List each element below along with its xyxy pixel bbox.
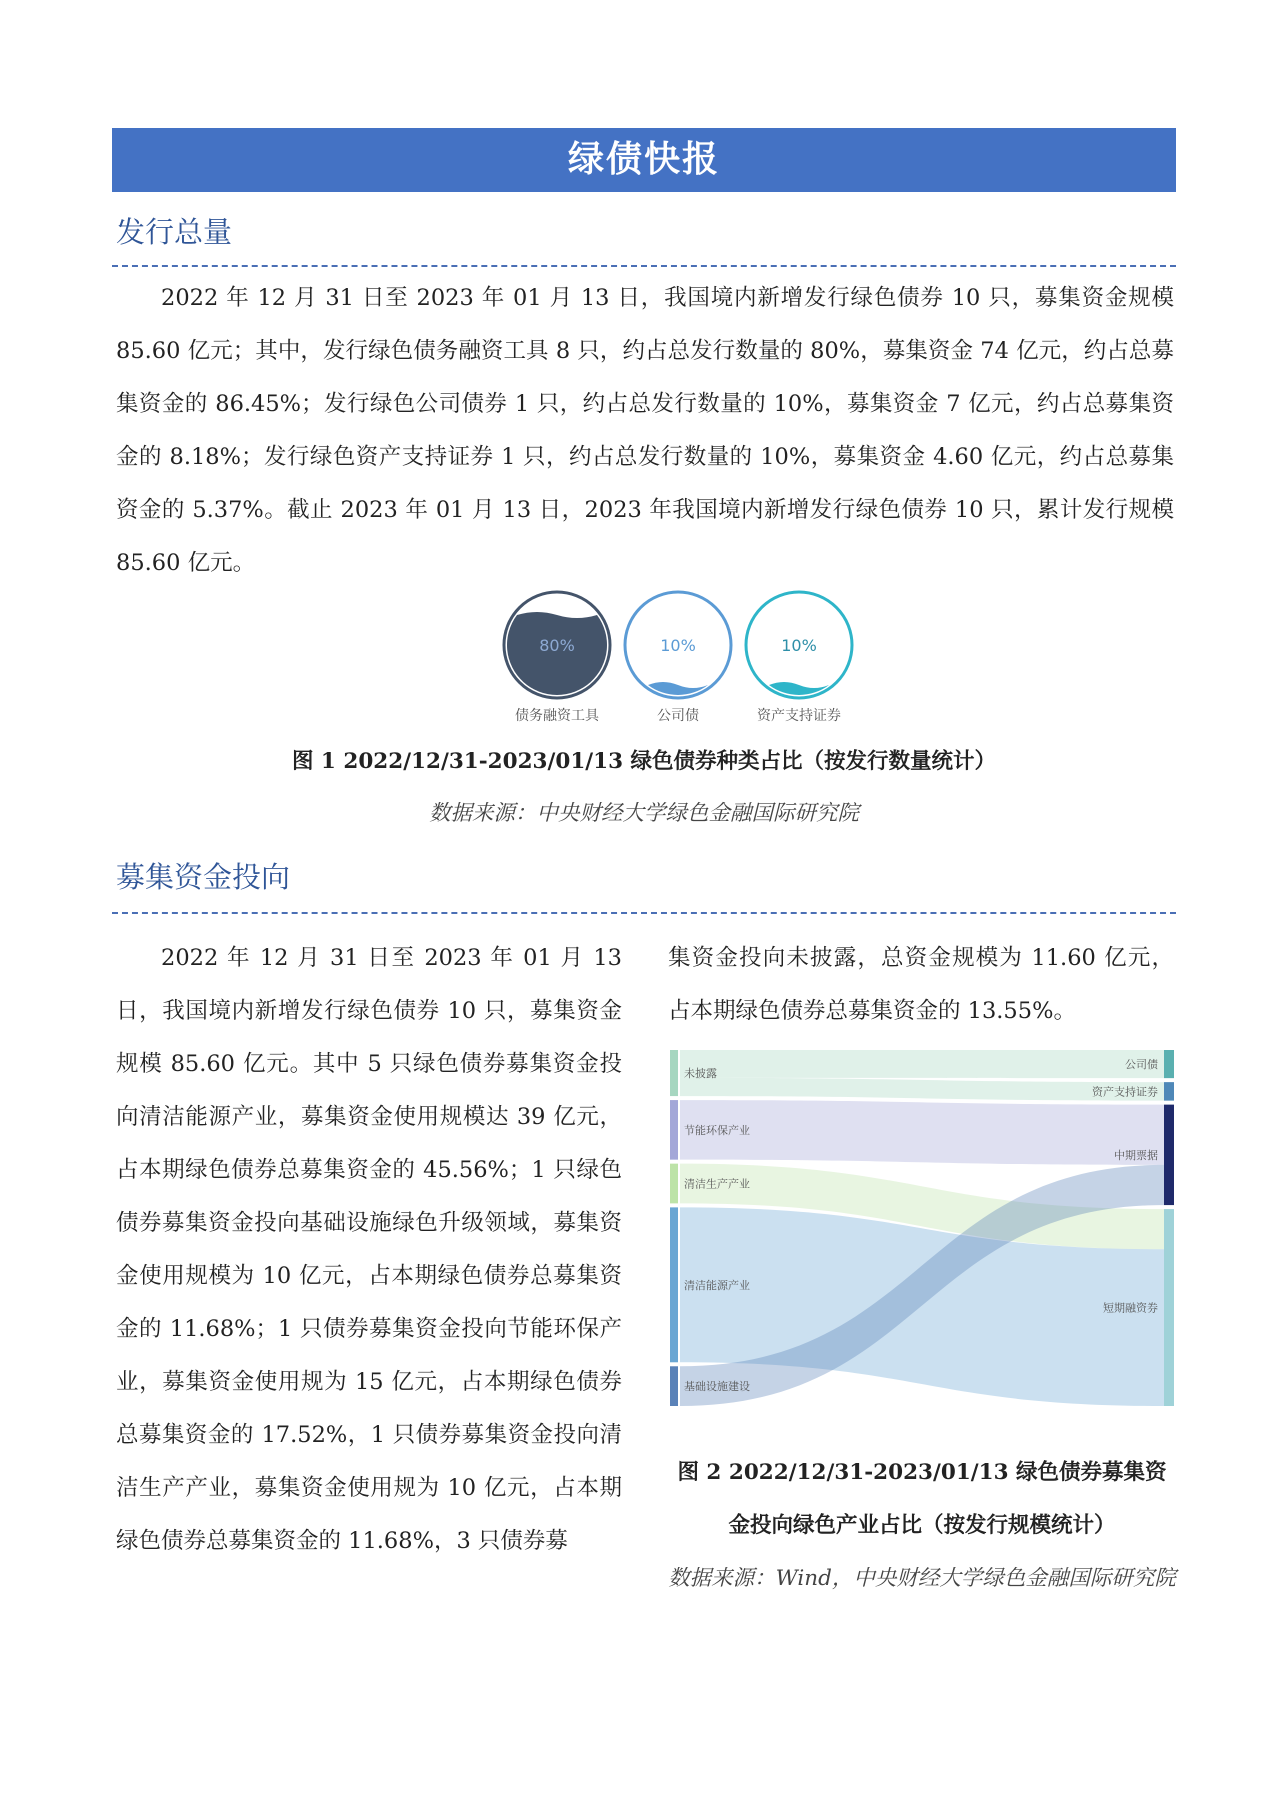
bubble-label: 公司债 [657, 708, 699, 724]
figure1-source: 数据来源：中央财经大学绿色金融国际研究院 [428, 801, 859, 826]
fund-use-paragraph-right: 集资金投向未披露，总资金规模为 11.60 亿元，占本期绿色债券总募集资金的 13.55%。 [668, 945, 1174, 1024]
sankey-node-label: 资产支持证券 [1092, 1085, 1158, 1099]
sankey-node-label: 节能环保产业 [684, 1123, 750, 1137]
fund-use-paragraph-left: 2022 年 12 月 31 日至 2023 年 01 月 13 日，我国境内新增发行绿色债券 10 只，募集资金规模 85.60 亿元。其中 5 只绿色债券募集资金投向清洁能源产业，募集资金使用规模达 39 亿元，占本期绿色债券总募集资金的 45.56%；1 只绿色债券募集资金投向基础设施绿色升级领域，募集资金使用规模为 10 亿元，占本期绿色债券总募集资金的 11.68%；1 只债券募集资金投向节能环保产业，募集资金使用规为 15 亿元，占本期绿色债券总募集资金的 17.52%，1 只债券募集资金投向清洁生产产业，募集资金使用规为 10 亿元，占本期绿色债券总募集资金的 11.68%，3 只债券募 [116, 945, 622, 1554]
bubble-percent: 10% [781, 636, 817, 655]
sankey-node [670, 1100, 678, 1160]
sankey-link [680, 1100, 1164, 1165]
figure1-caption: 图 1 2022/12/31-2023/01/13 绿色债券种类占比（按发行数量统计） [291, 749, 997, 774]
sankey-link [680, 1050, 1164, 1081]
section-divider [112, 265, 1176, 267]
sankey-node-label: 中期票据 [1114, 1148, 1158, 1162]
figure2-source: 数据来源：Wind，中央财经大学绿色金融国际研究院 [668, 1566, 1176, 1591]
sankey-node [1164, 1105, 1174, 1205]
sankey-node [1164, 1082, 1174, 1100]
sankey-node [670, 1207, 678, 1362]
figure2-caption: 图 2 2022/12/31-2023/01/13 绿色债券募集资金投向绿色产业占比（按发行规模统计） [677, 1460, 1167, 1538]
bubble-corporate-bond [625, 592, 731, 724]
section-divider [112, 912, 1176, 914]
bubble-percent: 80% [539, 636, 575, 655]
report-banner: 绿债快报 [112, 128, 1176, 192]
section-title-issuance: 发行总量 [116, 215, 233, 249]
bubble-debt-instrument [504, 592, 610, 724]
bond-type-bubble-chart [495, 590, 865, 730]
sankey-node [670, 1366, 678, 1406]
sankey-node [1164, 1209, 1174, 1406]
sankey-node [670, 1050, 678, 1096]
bubble-label: 债务融资工具 [515, 708, 599, 724]
bubble-percent: 10% [660, 636, 696, 655]
sankey-node [670, 1164, 678, 1204]
sankey-node-label: 清洁能源产业 [684, 1278, 750, 1292]
sankey-node-label: 短期融资券 [1103, 1301, 1158, 1315]
bubble-abs [746, 592, 852, 724]
sankey-node-label: 公司债 [1125, 1058, 1158, 1072]
section-title-fund-use: 募集资金投向 [116, 860, 291, 894]
fund-flow-sankey-chart [668, 1038, 1176, 1418]
issuance-paragraph: 2022 年 12 月 31 日至 2023 年 01 月 13 日，我国境内新增发行绿色债券 10 只，募集资金规模 85.60 亿元；其中，发行绿色债务融资工具 8 只，约占总发行数量的 80%，募集资金 74 亿元，约占总募集资金的 86.45%；发行绿色公司债券 1 只，约占总发行数量的 10%，募集资金 7 亿元，约占总募集资金的 8.18%；发行绿色资产支持证券 1 只，约占总发行数量的 10%，募集资金 4.60 亿元，约占总募集资金的 5.37%。截止 2023 年 01 月 13 日，2023 年我国境内新增发行绿色债券 10 只，累计发行规模 85.60 亿元。 [116, 285, 1174, 576]
sankey-node-label: 基础设施建设 [684, 1380, 750, 1394]
sankey-node-label: 清洁生产产业 [684, 1177, 750, 1191]
sankey-node-label: 未披露 [684, 1067, 717, 1081]
bubble-label: 资产支持证券 [757, 708, 841, 724]
sankey-node [1164, 1050, 1174, 1078]
